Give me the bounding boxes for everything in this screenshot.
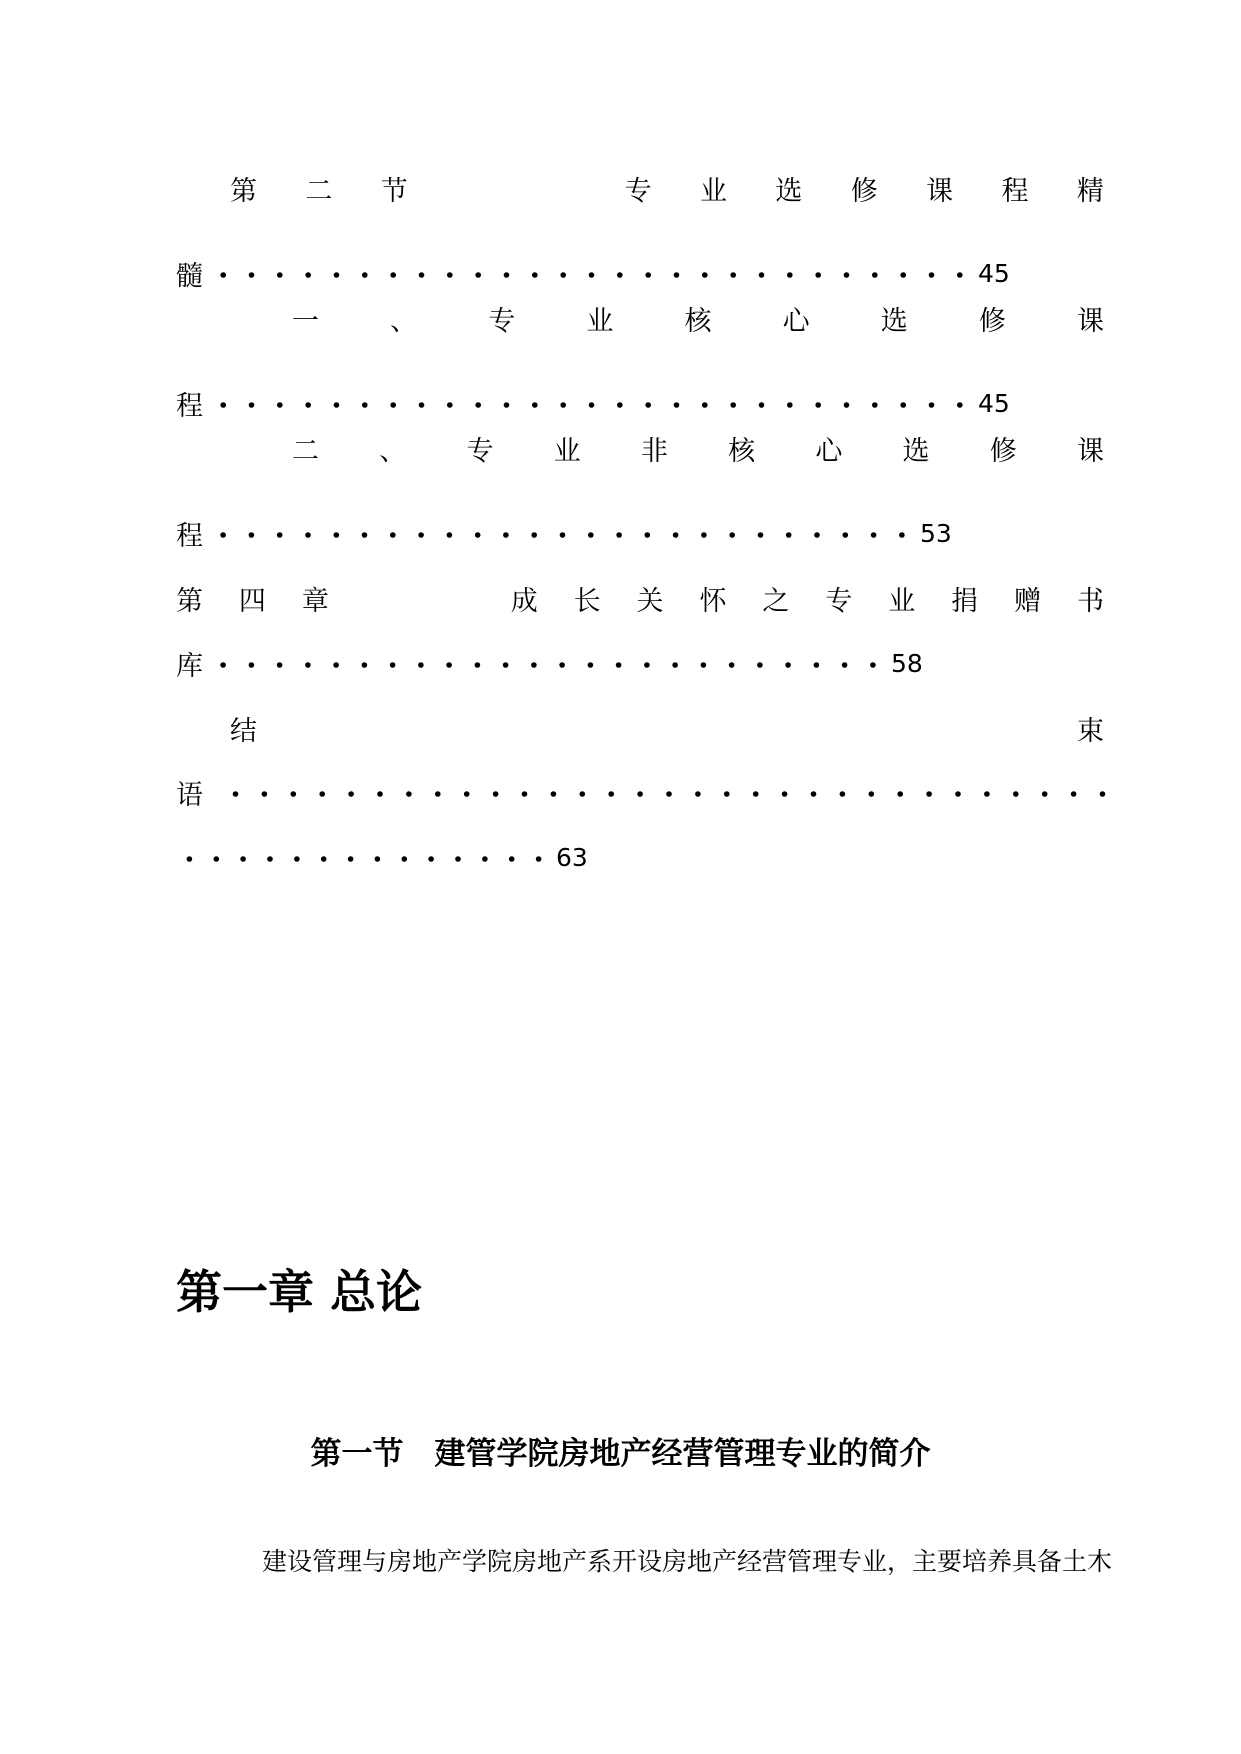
leader-dot: [362, 272, 368, 278]
leader-dot: [560, 402, 566, 408]
leader-dot: [418, 532, 424, 538]
leader-dot: [955, 791, 961, 797]
leader-dot: [637, 791, 643, 797]
leader-dot: [787, 402, 793, 408]
leader-dot: [1100, 791, 1106, 797]
leader-dot: [305, 402, 311, 408]
leader-dot: [267, 856, 273, 862]
leader-dot: [277, 532, 283, 538]
toc-char: 长: [573, 585, 601, 617]
leader-dot: [899, 532, 905, 538]
leader-dot: [435, 791, 441, 797]
leader-dot: [785, 662, 791, 668]
toc-char: 二: [292, 435, 319, 467]
leader-dot: [560, 532, 566, 538]
leader-dot: [447, 402, 453, 408]
leader-dot: [464, 791, 470, 797]
toc-char: 专: [825, 585, 853, 617]
leader-dot: [475, 662, 481, 668]
leader-dot: [503, 662, 509, 668]
leader-dot: [504, 272, 510, 278]
leader-dot: [674, 272, 680, 278]
toc-char: 修: [978, 305, 1006, 337]
leader-dot: [305, 532, 311, 538]
leader-dot: [390, 272, 396, 278]
leader-dot: [504, 402, 510, 408]
leader-dot: [871, 532, 877, 538]
leader-dot: [729, 532, 735, 538]
toc-page-number: 45: [978, 258, 1010, 288]
leader-dot: [872, 272, 878, 278]
leader-dot: [673, 532, 679, 538]
toc-char: 库: [176, 650, 203, 682]
leader-dot: [900, 272, 906, 278]
leader-dot: [321, 856, 327, 862]
leader-dot: [814, 532, 820, 538]
toc-closing-leader-line-2[interactable]: [176, 835, 1104, 879]
leader-dot: [475, 272, 481, 278]
leader-dot: [702, 402, 708, 408]
toc-char: 程: [176, 390, 203, 422]
leader-dot: [377, 791, 383, 797]
leader-dot: [730, 272, 736, 278]
toc-sec2-title-line[interactable]: [230, 166, 1104, 210]
toc-char: 选: [775, 175, 803, 207]
leader-dot: [522, 791, 528, 797]
leader-dot: [815, 272, 821, 278]
toc-char: 心: [815, 435, 843, 467]
leader-dot: [666, 791, 672, 797]
toc-char: 专: [466, 435, 494, 467]
toc-char: 怀: [699, 585, 727, 617]
leader-dot: [509, 856, 515, 862]
leader-dot: [532, 402, 538, 408]
dot-leader-svg: [209, 641, 887, 685]
leader-dot: [608, 791, 614, 797]
toc-chapter4-leader-line[interactable]: [176, 641, 1104, 685]
leader-dot: [1013, 791, 1019, 797]
leader-dot: [787, 272, 793, 278]
leader-dot: [1071, 791, 1077, 797]
toc-page-number: 53: [920, 518, 952, 548]
leader-dot: [220, 532, 226, 538]
toc-char: 专: [624, 175, 652, 207]
body-paragraph: 建设管理与房地产学院房地产系开设房地产经营管理专业，主要培养具备土木: [262, 1547, 1113, 1576]
leader-dot: [348, 856, 354, 862]
leader-dot: [532, 272, 538, 278]
leader-dot: [362, 532, 368, 538]
toc-char: 业: [888, 585, 916, 617]
toc-char: 之: [762, 585, 790, 617]
toc-closing-title-line[interactable]: [230, 706, 1104, 750]
toc-item2-title-line[interactable]: [292, 426, 1104, 470]
toc-char: 核: [684, 305, 712, 337]
leader-dot: [957, 272, 963, 278]
dot-leader: [209, 381, 974, 425]
toc-char: 第: [230, 175, 257, 207]
leader-dot: [759, 272, 765, 278]
leader-dot: [551, 791, 557, 797]
leader-dot: [334, 272, 340, 278]
leader-dot: [419, 272, 425, 278]
leader-dot: [589, 272, 595, 278]
toc-char: 修: [989, 435, 1017, 467]
leader-dot: [214, 856, 220, 862]
toc-char: 髓: [176, 260, 203, 292]
toc-char: 、: [379, 435, 407, 467]
toc-char: 书: [1076, 585, 1104, 617]
leader-dot: [418, 662, 424, 668]
leader-dot: [1042, 791, 1048, 797]
leader-dot: [957, 402, 963, 408]
leader-dot: [291, 791, 297, 797]
dot-leader-svg: [209, 251, 974, 295]
leader-dot: [402, 856, 408, 862]
toc-char: 业: [586, 305, 614, 337]
leader-dot: [729, 662, 735, 668]
toc-char: 关: [636, 585, 664, 617]
leader-dot: [702, 272, 708, 278]
dot-leader: [221, 770, 1104, 814]
leader-dot: [842, 662, 848, 668]
leader-dot: [334, 402, 340, 408]
leader-dot: [406, 791, 412, 797]
dot-leader-svg: [221, 770, 1117, 814]
toc-page-number: 63: [556, 842, 588, 872]
toc-item2-leader-line[interactable]: [176, 511, 1104, 555]
toc-chapter4-title-line[interactable]: [176, 576, 1104, 620]
toc-char: 二: [305, 175, 333, 207]
toc-item1-leader-line[interactable]: [176, 381, 1104, 425]
leader-dot: [758, 532, 764, 538]
leader-dot: [536, 856, 542, 862]
leader-dot: [786, 532, 792, 538]
leader-dot: [616, 532, 622, 538]
leader-dot: [455, 856, 461, 862]
dot-leader: [209, 511, 916, 555]
leader-dot: [428, 856, 434, 862]
leader-dot: [334, 532, 340, 538]
leader-dot: [220, 402, 226, 408]
leader-dot: [672, 662, 678, 668]
leader-dot: [645, 532, 651, 538]
leader-dot: [362, 662, 368, 668]
toc-char: 节: [380, 175, 408, 207]
dot-leader-svg: [209, 381, 974, 425]
toc-char: 第: [176, 585, 203, 617]
leader-dot: [844, 402, 850, 408]
leader-dot: [249, 272, 255, 278]
leader-dot: [840, 791, 846, 797]
leader-dot: [929, 402, 935, 408]
leader-dot: [249, 662, 255, 668]
leader-dot: [617, 272, 623, 278]
leader-dot: [493, 791, 499, 797]
leader-dot: [701, 662, 707, 668]
leader-dot: [348, 791, 354, 797]
leader-dot: [730, 402, 736, 408]
leader-dot: [984, 791, 990, 797]
leader-dot: [262, 791, 268, 797]
leader-dot: [815, 402, 821, 408]
leader-dot: [782, 791, 788, 797]
leader-dot: [475, 532, 481, 538]
leader-dot: [929, 272, 935, 278]
leader-dot: [390, 532, 396, 538]
toc-sec2-leader-line[interactable]: [176, 251, 1104, 295]
leader-dot: [362, 402, 368, 408]
toc-char: 核: [728, 435, 756, 467]
section-title: 第一节 建管学院房地产经营管理专业的简介: [310, 1436, 931, 1472]
toc-char: 四: [238, 585, 266, 617]
leader-dot: [844, 272, 850, 278]
toc-char: 选: [880, 305, 908, 337]
leader-dot: [869, 791, 875, 797]
leader-dot: [447, 532, 453, 538]
dot-leader: [176, 835, 552, 879]
leader-dot: [870, 662, 876, 668]
toc-char: 一: [292, 305, 319, 337]
leader-dot: [897, 791, 903, 797]
leader-dot: [814, 662, 820, 668]
leader-dot: [475, 402, 481, 408]
leader-dot: [249, 532, 255, 538]
leader-dot: [724, 791, 730, 797]
leader-dot: [559, 662, 565, 668]
dot-leader: [209, 251, 974, 295]
leader-dot: [645, 402, 651, 408]
leader-dot: [926, 791, 932, 797]
leader-dot: [617, 402, 623, 408]
toc-char: 专: [488, 305, 516, 337]
leader-dot: [588, 662, 594, 668]
toc-char: 、: [390, 305, 418, 337]
leader-dot: [240, 856, 246, 862]
leader-dot: [446, 662, 452, 668]
toc-char: 语: [176, 779, 203, 811]
leader-dot: [695, 791, 701, 797]
dot-leader: [209, 641, 887, 685]
leader-dot: [701, 532, 707, 538]
leader-dot: [674, 402, 680, 408]
leader-dot: [757, 662, 763, 668]
leader-dot: [220, 272, 226, 278]
leader-dot: [811, 791, 817, 797]
leader-dot: [616, 662, 622, 668]
toc-char: 业: [699, 175, 727, 207]
leader-dot: [589, 402, 595, 408]
leader-dot: [305, 272, 311, 278]
leader-dot: [580, 791, 586, 797]
leader-dot: [233, 791, 239, 797]
leader-dot: [220, 662, 226, 668]
toc-char: 课: [1076, 435, 1104, 467]
toc-char: 课: [926, 175, 954, 207]
leader-dot: [753, 791, 759, 797]
leader-dot: [503, 532, 509, 538]
toc-char: 选: [902, 435, 930, 467]
toc-char: 非: [640, 435, 668, 467]
toc-char: 章: [301, 585, 329, 617]
leader-dot: [560, 272, 566, 278]
toc-page-number: 45: [978, 388, 1010, 418]
toc-char: 结: [230, 715, 257, 747]
leader-dot: [319, 791, 325, 797]
leader-dot: [843, 532, 849, 538]
dot-leader-svg: [209, 511, 916, 555]
dot-leader-svg: [176, 835, 552, 879]
leader-dot: [277, 272, 283, 278]
leader-dot: [588, 532, 594, 538]
toc-char: 捐: [951, 585, 979, 617]
toc-char: 修: [850, 175, 878, 207]
toc-char: 课: [1077, 305, 1104, 337]
toc-item1-title-line[interactable]: [292, 296, 1104, 340]
leader-dot: [531, 662, 537, 668]
toc-char: 精: [1076, 175, 1104, 207]
leader-dot: [277, 662, 283, 668]
leader-dot: [305, 662, 311, 668]
toc-page-number: 58: [891, 648, 923, 678]
leader-dot: [447, 272, 453, 278]
toc-closing-leader-line[interactable]: [176, 770, 1104, 814]
toc-char: 成: [510, 585, 538, 617]
toc-char: 程: [1001, 175, 1029, 207]
leader-dot: [644, 662, 650, 668]
toc-char: 业: [553, 435, 581, 467]
leader-dot: [390, 662, 396, 668]
leader-dot: [759, 402, 765, 408]
leader-dot: [294, 856, 300, 862]
chapter-title: 第一章 总论: [176, 1265, 423, 1319]
toc-char: 赠: [1014, 585, 1042, 617]
leader-dot: [375, 856, 381, 862]
leader-dot: [645, 272, 651, 278]
leader-dot: [900, 402, 906, 408]
leader-dot: [333, 662, 339, 668]
toc-char: 心: [782, 305, 810, 337]
leader-dot: [187, 856, 193, 862]
leader-dot: [531, 532, 537, 538]
leader-dot: [419, 402, 425, 408]
toc-char: 束: [1077, 715, 1104, 747]
leader-dot: [249, 402, 255, 408]
leader-dot: [482, 856, 488, 862]
leader-dot: [872, 402, 878, 408]
leader-dot: [277, 402, 283, 408]
leader-dot: [390, 402, 396, 408]
toc-char: 程: [176, 520, 203, 552]
